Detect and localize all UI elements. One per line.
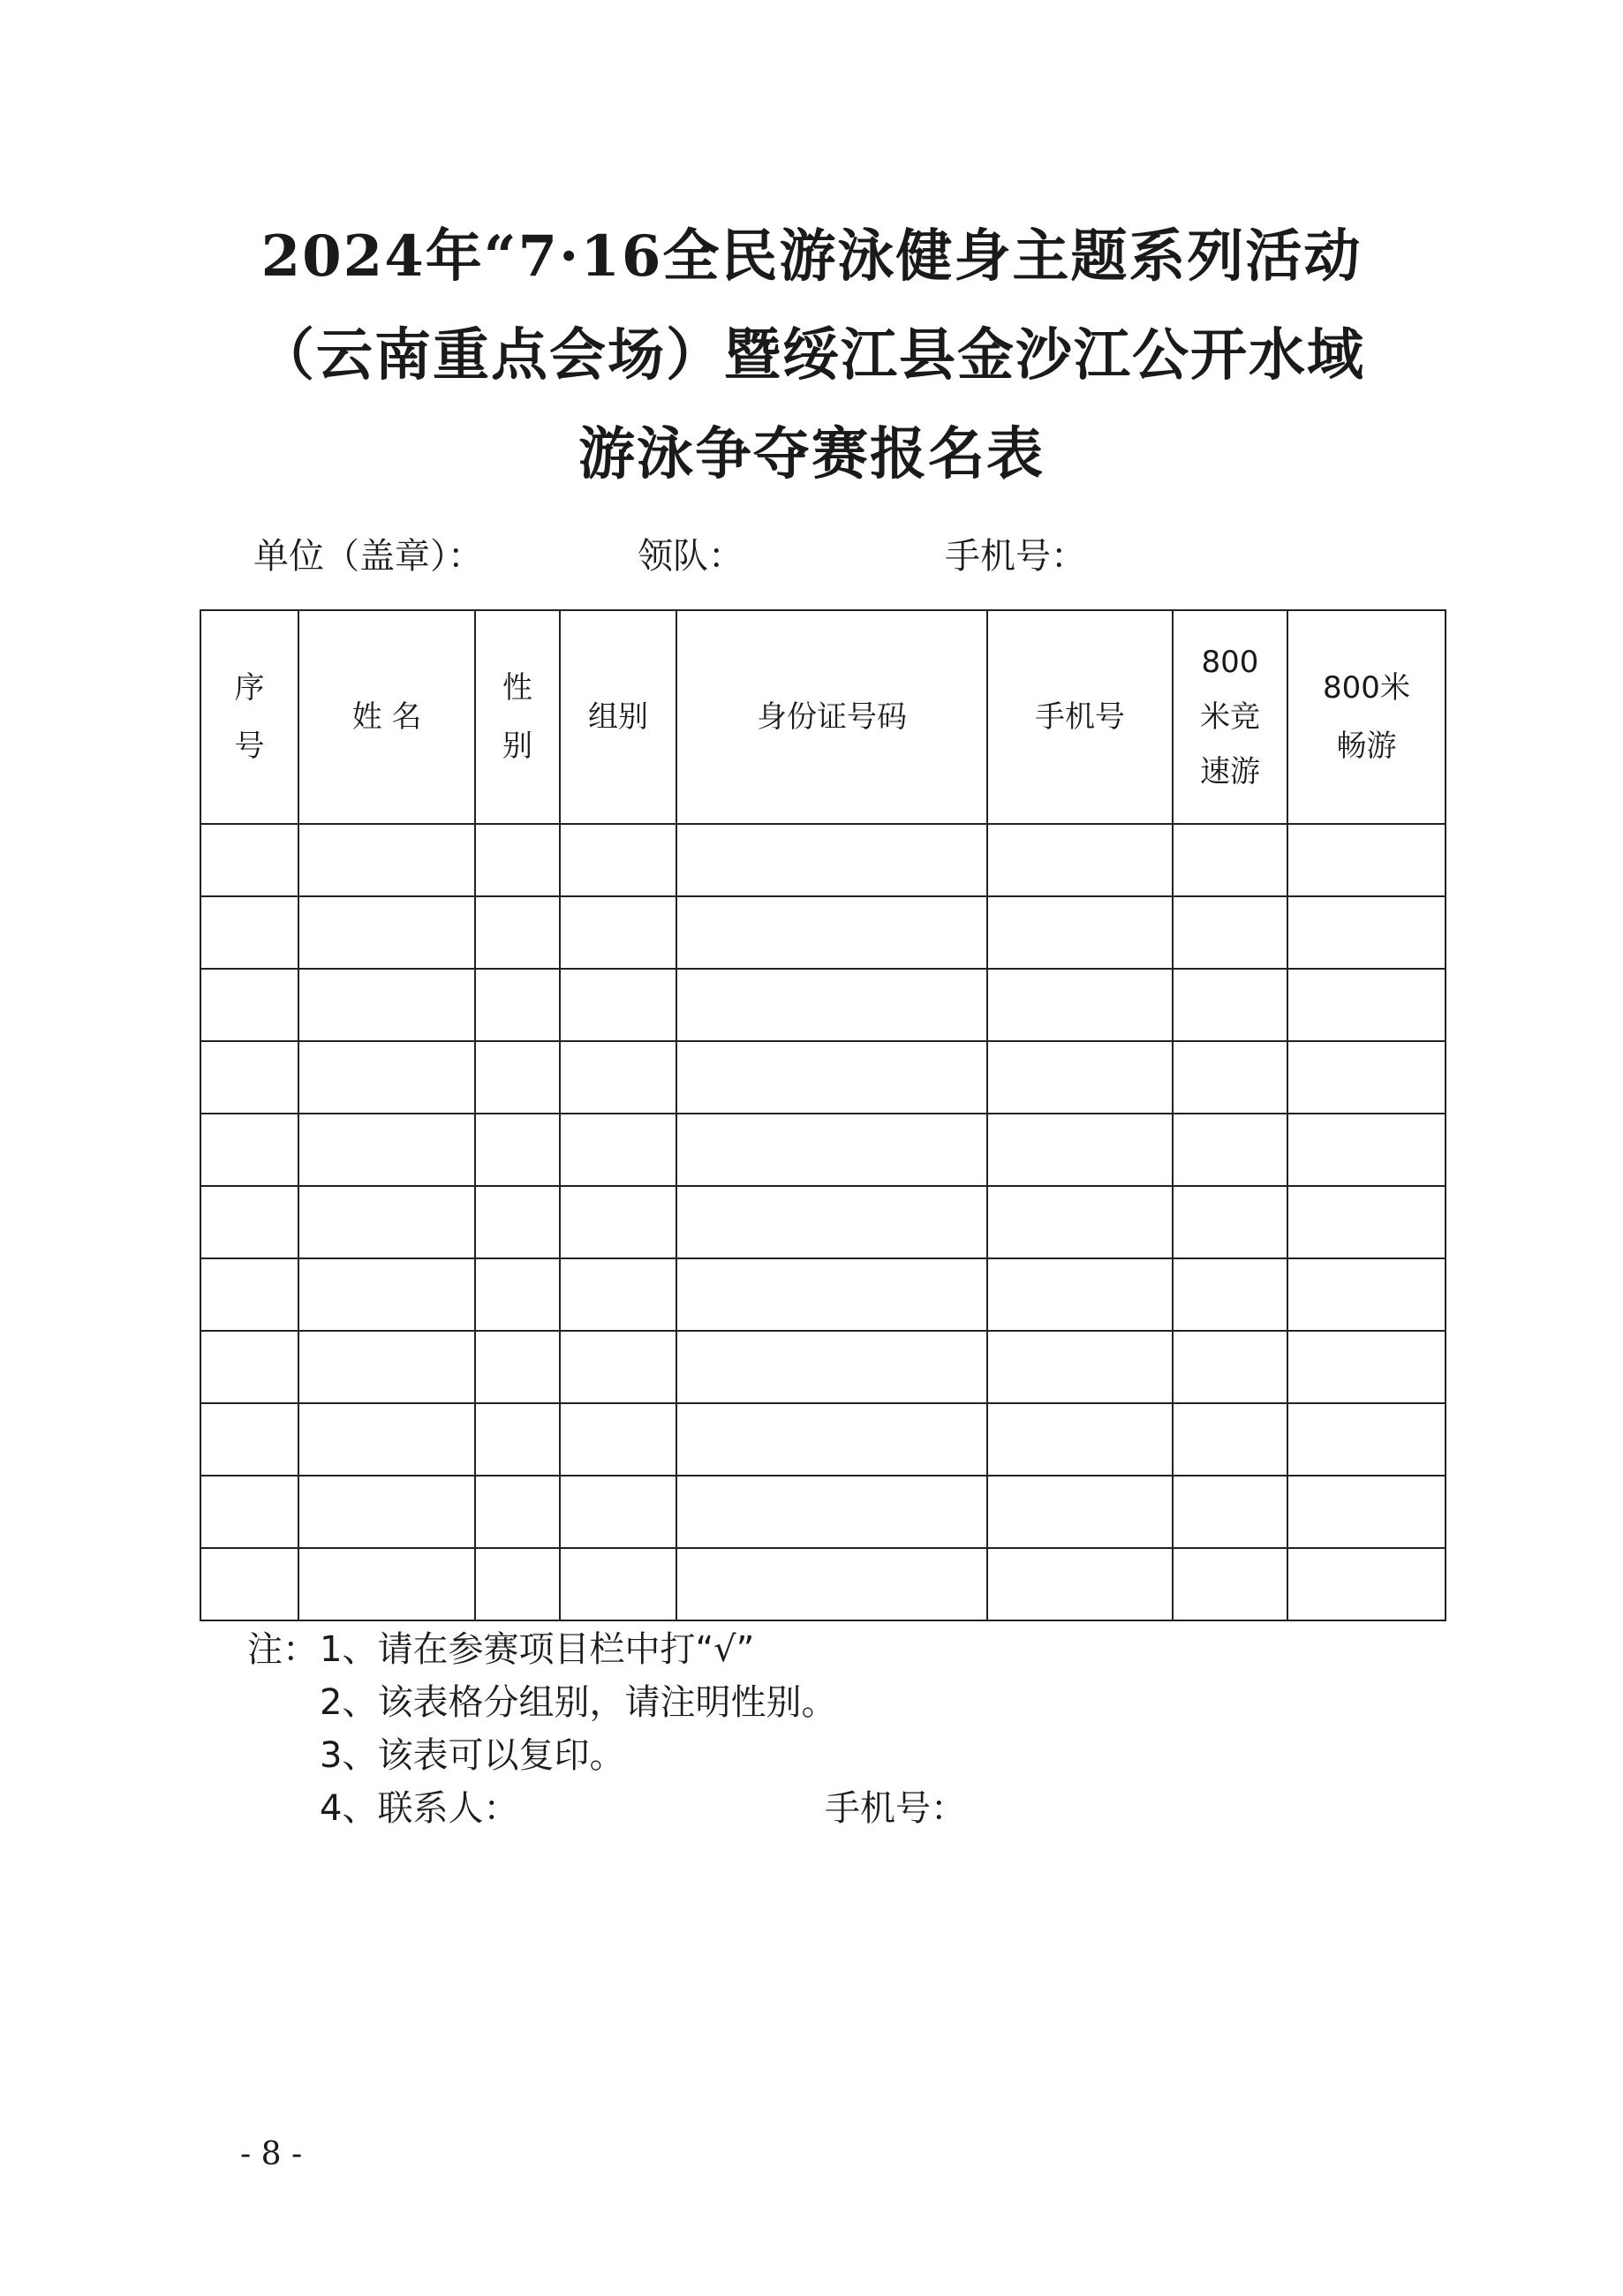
table-row — [200, 1476, 1446, 1548]
title-line-3: 游泳争夺赛报名表 — [578, 421, 1045, 487]
cell-800m-leisure[interactable] — [1287, 1476, 1446, 1548]
cell-name[interactable] — [298, 1476, 475, 1548]
contact-phone-label: 手机号： — [825, 1788, 966, 1829]
cell-800m-leisure[interactable] — [1287, 1186, 1446, 1258]
cell-800m-race[interactable] — [1173, 1476, 1287, 1548]
cell-seq[interactable] — [200, 1114, 298, 1186]
cell-id-number[interactable] — [676, 824, 987, 896]
cell-phone[interactable] — [987, 1476, 1173, 1548]
cell-group[interactable] — [560, 896, 676, 969]
cell-gender[interactable] — [475, 1331, 560, 1403]
cell-name[interactable] — [298, 896, 475, 969]
cell-name[interactable] — [298, 824, 475, 896]
note-item-4 — [247, 1782, 966, 1835]
cell-group[interactable] — [560, 1548, 676, 1620]
table-row — [200, 824, 1446, 896]
cell-seq[interactable] — [200, 969, 298, 1041]
unit-label: 单位（盖章）： — [253, 536, 483, 577]
cell-phone[interactable] — [987, 824, 1173, 896]
cell-phone[interactable] — [987, 1403, 1173, 1476]
cell-group[interactable] — [560, 969, 676, 1041]
cell-group[interactable] — [560, 1186, 676, 1258]
cell-id-number[interactable] — [676, 1186, 987, 1258]
cell-gender[interactable] — [475, 969, 560, 1041]
cell-phone[interactable] — [987, 1186, 1173, 1258]
cell-name[interactable] — [298, 1258, 475, 1331]
cell-group[interactable] — [560, 1114, 676, 1186]
cell-name[interactable] — [298, 969, 475, 1041]
header-name: 姓 名 — [298, 610, 475, 824]
cell-phone[interactable] — [987, 1114, 1173, 1186]
cell-phone[interactable] — [987, 1041, 1173, 1114]
cell-group[interactable] — [560, 1331, 676, 1403]
cell-seq[interactable] — [200, 1476, 298, 1548]
contact-label: 4、联系人： — [320, 1788, 519, 1829]
table-row — [200, 1403, 1446, 1476]
cell-name[interactable] — [298, 1403, 475, 1476]
cell-group[interactable] — [560, 1403, 676, 1476]
cell-800m-leisure[interactable] — [1287, 824, 1446, 896]
cell-800m-leisure[interactable] — [1287, 969, 1446, 1041]
cell-id-number[interactable] — [676, 969, 987, 1041]
cell-group[interactable] — [560, 1476, 676, 1548]
cell-phone[interactable] — [987, 1548, 1173, 1620]
note-item-1 — [247, 1623, 836, 1676]
cell-id-number[interactable] — [676, 1114, 987, 1186]
header-phone: 手机号 — [987, 610, 1173, 824]
cell-800m-leisure[interactable] — [1287, 1258, 1446, 1331]
header-800m-leisure: 800米畅游 — [1287, 610, 1446, 824]
cell-id-number[interactable] — [676, 1476, 987, 1548]
table-body — [200, 824, 1446, 1620]
cell-800m-race[interactable] — [1173, 1114, 1287, 1186]
note-text-1: 1、请在参赛项目栏中打“√” — [320, 1629, 755, 1670]
table-row — [200, 1186, 1446, 1258]
cell-gender[interactable] — [475, 1476, 560, 1548]
cell-gender[interactable] — [475, 1041, 560, 1114]
cell-seq[interactable] — [200, 1548, 298, 1620]
table-row — [200, 1114, 1446, 1186]
cell-seq[interactable] — [200, 1186, 298, 1258]
table-row — [200, 1258, 1446, 1331]
table-header-row — [200, 610, 1446, 824]
table-row — [200, 1041, 1446, 1114]
cell-800m-leisure[interactable] — [1287, 1331, 1446, 1403]
header-id-number: 身份证号码 — [676, 610, 987, 824]
cell-gender[interactable] — [475, 1403, 560, 1476]
cell-800m-race[interactable] — [1173, 1258, 1287, 1331]
cell-800m-leisure[interactable] — [1287, 896, 1446, 969]
note-item-3: 3、该表可以复印。 — [320, 1735, 625, 1776]
cell-name[interactable] — [298, 1041, 475, 1114]
header-seq: 序号 — [200, 610, 298, 824]
cell-seq[interactable] — [200, 824, 298, 896]
cell-group[interactable] — [560, 1041, 676, 1114]
cell-gender[interactable] — [475, 1548, 560, 1620]
cell-phone[interactable] — [987, 1331, 1173, 1403]
cell-seq[interactable] — [200, 1331, 298, 1403]
cell-800m-race[interactable] — [1173, 896, 1287, 969]
cell-800m-leisure[interactable] — [1287, 1548, 1446, 1620]
cell-gender[interactable] — [475, 1186, 560, 1258]
cell-800m-leisure[interactable] — [1287, 1403, 1446, 1476]
cell-id-number[interactable] — [676, 1403, 987, 1476]
cell-group[interactable] — [560, 1258, 676, 1331]
cell-id-number[interactable] — [676, 1258, 987, 1331]
cell-phone[interactable] — [987, 969, 1173, 1041]
cell-seq[interactable] — [200, 896, 298, 969]
cell-seq[interactable] — [200, 1041, 298, 1114]
header-group: 组别 — [560, 610, 676, 824]
cell-gender[interactable] — [475, 896, 560, 969]
cell-800m-leisure[interactable] — [1287, 1041, 1446, 1114]
cell-800m-race[interactable] — [1173, 969, 1287, 1041]
cell-800m-race[interactable] — [1173, 1041, 1287, 1114]
table-row — [200, 1548, 1446, 1620]
document-title — [0, 208, 1623, 504]
notes-prefix: 注： — [247, 1629, 318, 1670]
registration-table — [200, 609, 1446, 1621]
cell-phone[interactable] — [987, 896, 1173, 969]
cell-800m-race[interactable] — [1173, 1548, 1287, 1620]
cell-id-number[interactable] — [676, 1041, 987, 1114]
cell-800m-race[interactable] — [1173, 1186, 1287, 1258]
notes-section — [247, 1623, 966, 1835]
cell-phone[interactable] — [987, 1258, 1173, 1331]
cell-id-number[interactable] — [676, 896, 987, 969]
header-800m-race: 800米竞速游 — [1173, 610, 1287, 824]
cell-name[interactable] — [298, 1331, 475, 1403]
title-line-2: （云南重点会场）暨绥江县金沙江公开水域 — [258, 322, 1365, 389]
title-line-1: 2024年“7·16全民游泳健身主题系列活动 — [260, 223, 1363, 290]
cell-name[interactable] — [298, 1186, 475, 1258]
table-row — [200, 1331, 1446, 1403]
note-item-2: 2、该表格分组别，请注明性别。 — [320, 1682, 837, 1723]
cell-800m-race[interactable] — [1173, 824, 1287, 896]
cell-name[interactable] — [298, 1114, 475, 1186]
cell-group[interactable] — [560, 824, 676, 896]
page-number: - 8 - — [240, 2136, 303, 2172]
cell-gender[interactable] — [475, 1114, 560, 1186]
header-gender: 性别 — [475, 610, 560, 824]
cell-id-number[interactable] — [676, 1331, 987, 1403]
cell-name[interactable] — [298, 1548, 475, 1620]
cell-seq[interactable] — [200, 1403, 298, 1476]
cell-800m-leisure[interactable] — [1287, 1114, 1446, 1186]
table-row — [200, 896, 1446, 969]
cell-800m-race[interactable] — [1173, 1331, 1287, 1403]
cell-800m-race[interactable] — [1173, 1403, 1287, 1476]
cell-gender[interactable] — [475, 1258, 560, 1331]
leader-label: 领队： — [638, 536, 744, 577]
phone-label: 手机号： — [945, 536, 1086, 577]
cell-gender[interactable] — [475, 824, 560, 896]
table-row — [200, 969, 1446, 1041]
cell-seq[interactable] — [200, 1258, 298, 1331]
cell-id-number[interactable] — [676, 1548, 987, 1620]
